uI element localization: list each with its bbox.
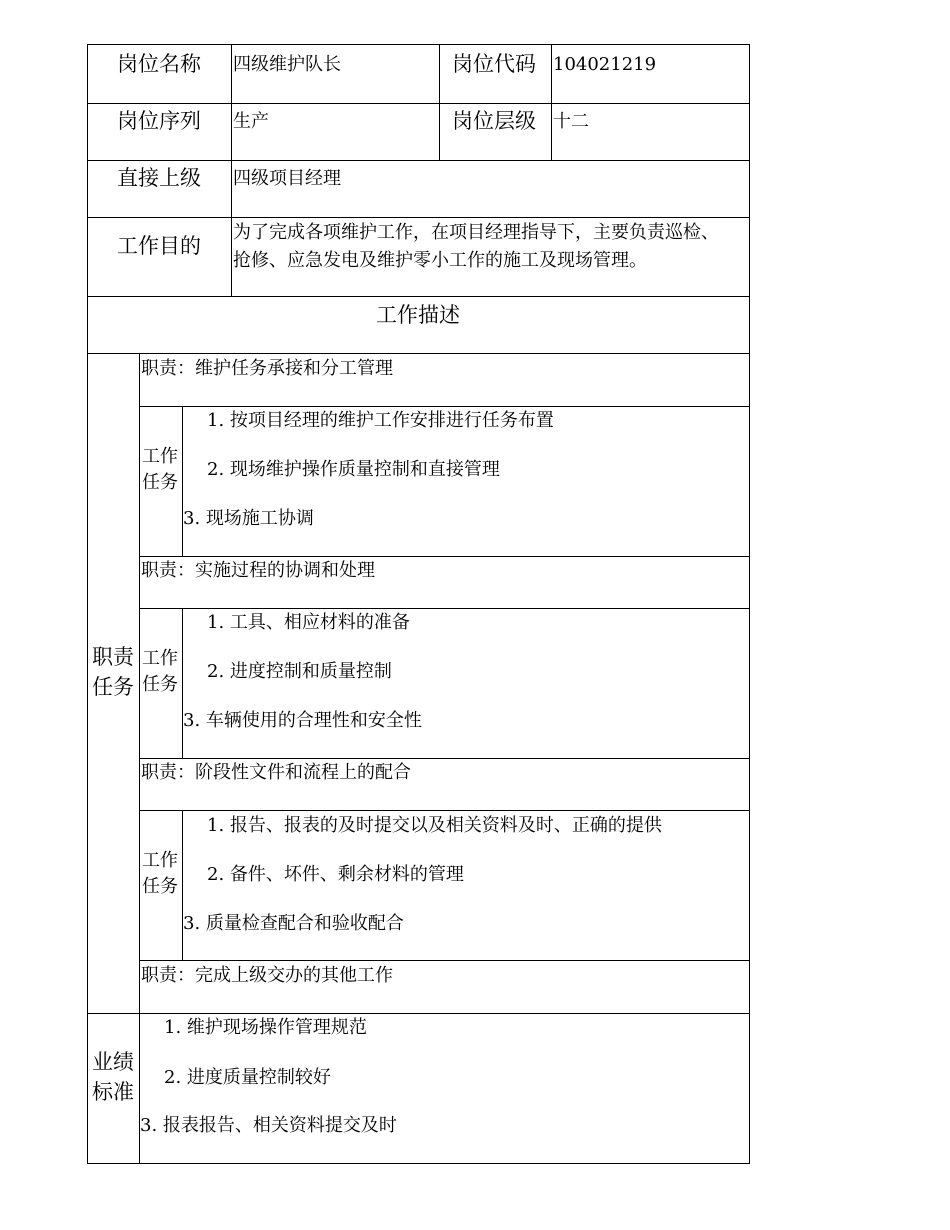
purpose-line-2: 抢修、应急发电及维护零小工作的施工及现场管理。	[233, 250, 647, 271]
task-label-line-2: 任务	[142, 876, 178, 897]
task-item: 1. 报告、报表的及时提交以及相关资料及时、正确的提供	[207, 815, 662, 836]
task-item: 3. 现场施工协调	[183, 508, 314, 529]
sequence-value: 生产	[233, 111, 269, 132]
row-divider	[139, 960, 750, 961]
duties-label-line-1: 职责	[92, 645, 134, 669]
performance-item: 2. 进度质量控制较好	[164, 1067, 331, 1088]
col-divider	[231, 44, 232, 297]
performance-item: 1. 维护现场操作管理规范	[164, 1017, 367, 1038]
row-divider	[87, 353, 750, 354]
duty-title: 职责：阶段性文件和流程上的配合	[141, 762, 411, 783]
task-label-line-2: 任务	[142, 674, 178, 695]
row-divider	[87, 1013, 750, 1014]
duty-title: 职责：完成上级交办的其他工作	[141, 965, 393, 986]
row-divider	[139, 406, 750, 407]
task-item: 3. 车辆使用的合理性和安全性	[183, 710, 422, 731]
row-divider	[139, 810, 750, 811]
position-name-label: 岗位名称	[117, 52, 201, 76]
duty-title: 职责：实施过程的协调和处理	[141, 560, 375, 581]
task-label-line-2: 任务	[142, 472, 178, 493]
task-label-line-1: 工作	[142, 446, 178, 467]
col-divider	[182, 810, 183, 961]
row-divider	[87, 217, 750, 218]
duties-label-line-2: 任务	[92, 675, 134, 699]
job-description-table	[87, 44, 750, 1164]
level-label: 岗位层级	[452, 109, 536, 133]
position-name: 四级维护队长	[233, 54, 341, 75]
task-item: 1. 按项目经理的维护工作安排进行任务布置	[207, 410, 554, 431]
task-label-line-1: 工作	[142, 850, 178, 871]
task-item: 3. 质量检查配合和验收配合	[183, 913, 404, 934]
row-divider	[87, 103, 750, 104]
col-divider	[551, 44, 552, 161]
task-item: 2. 现场维护操作质量控制和直接管理	[207, 459, 500, 480]
task-item: 2. 备件、坏件、剩余材料的管理	[207, 864, 464, 885]
duty-title: 职责：维护任务承接和分工管理	[141, 358, 393, 379]
superior-label: 直接上级	[117, 166, 201, 190]
row-divider	[139, 608, 750, 609]
task-item: 2. 进度控制和质量控制	[207, 661, 392, 682]
row-divider	[139, 556, 750, 557]
col-divider	[182, 608, 183, 759]
col-divider	[439, 44, 440, 161]
col-divider	[182, 406, 183, 557]
purpose-label: 工作目的	[117, 234, 201, 258]
performance-label-line-1: 业绩	[92, 1050, 134, 1074]
task-label-line-1: 工作	[142, 648, 178, 669]
task-item: 1. 工具、相应材料的准备	[207, 612, 410, 633]
sequence-label: 岗位序列	[117, 109, 201, 133]
row-divider	[87, 160, 750, 161]
row-divider	[139, 758, 750, 759]
performance-item: 3. 报表报告、相关资料提交及时	[140, 1115, 397, 1136]
row-divider	[87, 296, 750, 297]
superior-value: 四级项目经理	[233, 168, 341, 189]
position-code-label: 岗位代码	[452, 52, 536, 76]
level-value: 十二	[553, 111, 589, 132]
position-code: 104021219	[553, 54, 657, 75]
purpose-line-1: 为了完成各项维护工作，在项目经理指导下，主要负责巡检、	[233, 222, 719, 243]
performance-label-line-2: 标准	[92, 1080, 134, 1104]
description-title: 工作描述	[376, 303, 460, 327]
